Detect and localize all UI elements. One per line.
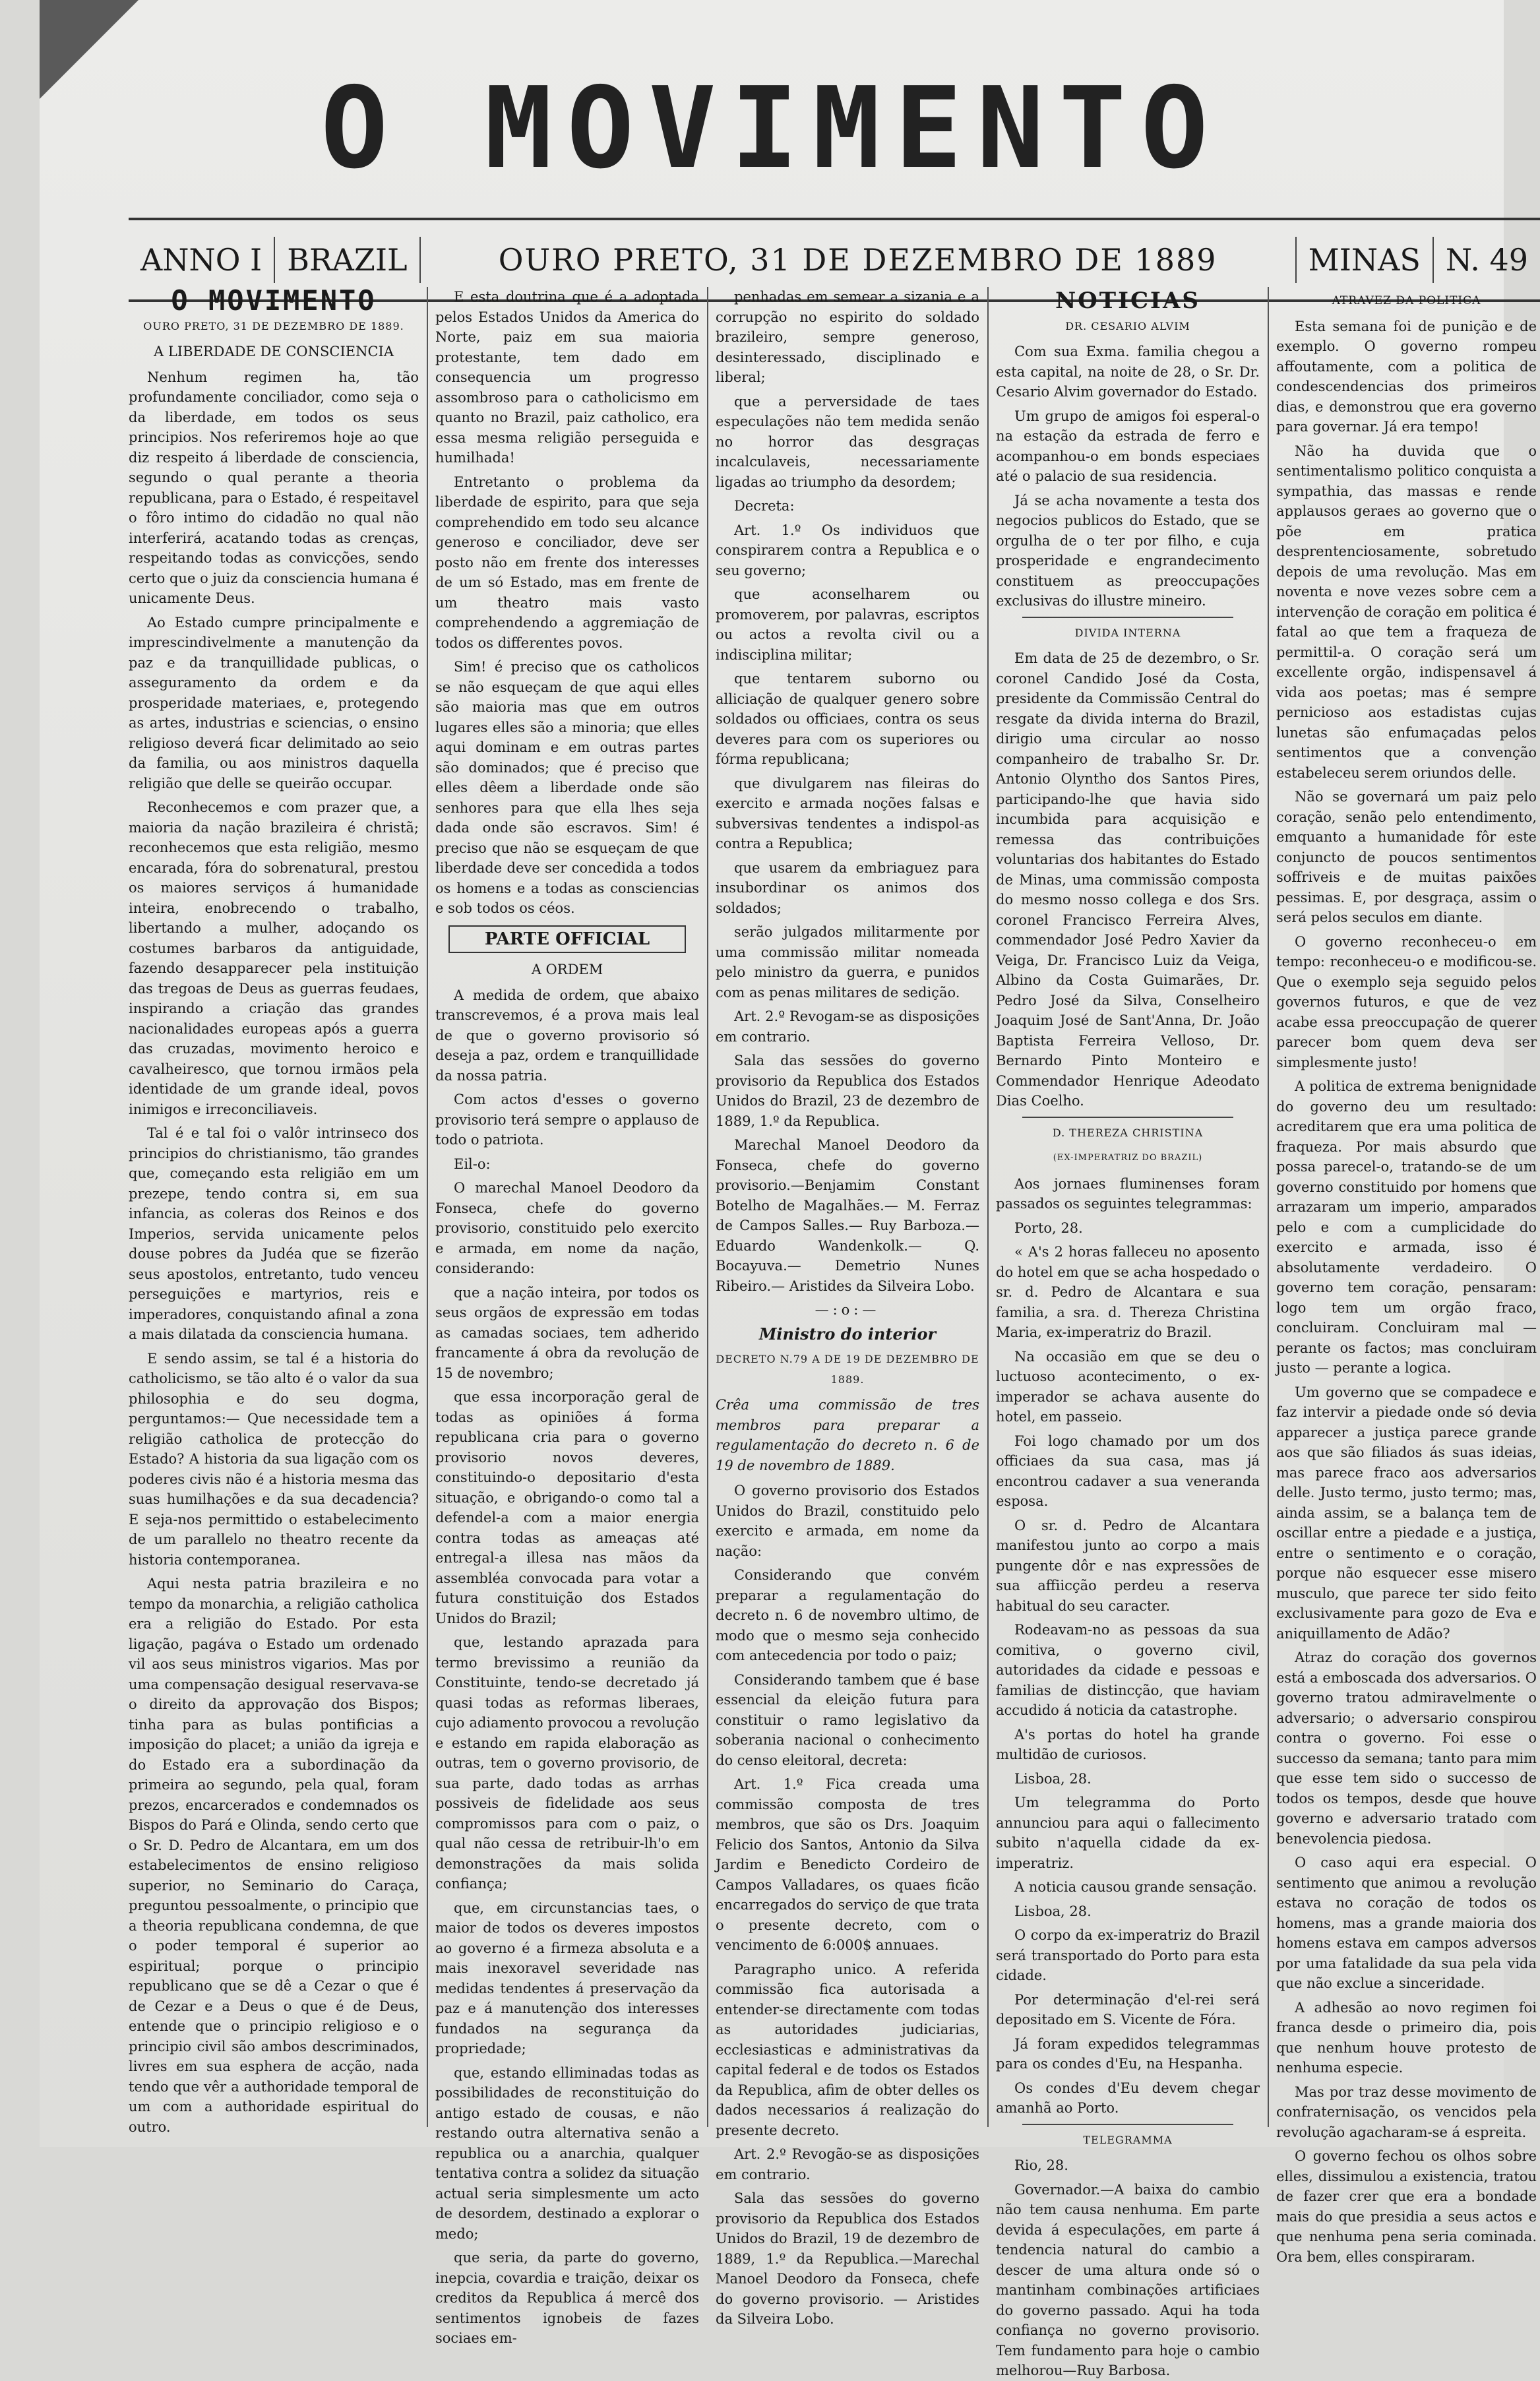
- paragraph: A politica de extrema benignidade do governo deu um resultado: acreditarem que era uma politica de fraqueza. Por mais absurdo que possa parecel-o, tratando-se de um governo constituido por homens que arrazaram um imperio, amparados pelo e com a cumplicidade do exercito e armada, isso é absolutamente verdadeiro. O governo tem coração, pensaram: logo tem um orgão fraco, concluiram. Concluiram mal — perante os factos; mas concluiram justo — perante a logica.: [1276, 1078, 1537, 1376]
- paragraph: penhadas em semear a sizania e a corrupção no espirito do soldado brazileiro, sempre generoso, desinteressado, disciplinado e liberal;: [716, 289, 979, 385]
- paragraph: Os condes d'Eu devem chegar amanhã ao Porto.: [996, 2080, 1260, 2116]
- paragraph: Já se acha novamente a testa dos negocios publicos do Estado, que se orgulha de o ter por filho, e cuja prosperidade e engrandecimento constituem as preoccupações exclusivas do illustre mineiro.: [996, 492, 1260, 609]
- section-title: NOTICIAS: [1055, 288, 1200, 314]
- paragraph: Sala das sessões do governo provisorio da Republica dos Estados Unidos do Brazil, 19 de dezembro de 1889, 1.º da Republica.—Marechal Manoel Deodoro da Fonseca, chefe do governo provisorio. — Aristides da Silveira Lobo.: [716, 2190, 979, 2327]
- paragraph: que, estando elliminadas todas as possibilidades de reconstituição do antigo estado de cousas, e não restando outra alternativa senão a republica ou a anarchia, qualquer tentativa contra a solidez da situação actual seria simplesmente um acto de desordem, destinado a explorar o medo;: [435, 2064, 699, 2242]
- paragraph: Porto, 28.: [1014, 1220, 1083, 1236]
- news-body: [996, 648, 1260, 1111]
- column-2: [435, 287, 699, 2346]
- paragraph: Um grupo de amigos foi esperal-o na estação da estrada de ferro e acompanhou-o em bonds especiaes até o palacio de sua residencia.: [996, 408, 1260, 484]
- news-body: [996, 2155, 1260, 2381]
- column-3: [716, 287, 979, 2327]
- paragraph: serão julgados militarmente por uma commissão militar nomeada pelo ministro da guerra, e punidos com as penas militares de sedição.: [716, 924, 979, 1001]
- paragraph: Tal é e tal foi o valôr intrinseco dos principios do christianismo, tão grandes que, começando esta religião em um prezepe, tendo contra si, em sua infancia, as coleras dos Reinos e dos Imperios, servida unicamente pelos douse pobres da Judéa que se fizerão seus apostolos, entretanto, tudo venceu perseguições e martyrios, reis e imperadores, conquistando afinal a zona a mais dilatada da consciencia humana.: [129, 1125, 419, 1342]
- paragraph: E esta doutrina que é a adoptada pelos Estados Unidos da America do Norte, paiz em sua maioria protestante, tem dado em consequencia um progresso assombroso para o catholicismo em quanto no Brazil, paiz catholico, era essa mesma religião perseguida e humilhada!: [435, 289, 699, 466]
- dateline-place-date: OURO PRETO, 31 DE DEZEMBRO DE 1889: [421, 237, 1297, 283]
- divider: [1022, 1117, 1233, 1118]
- paragraph: Rodeavam-no as pessoas da sua comitiva, o governo civil, autoridades da cidade e pessoas e familias de distincção, que haviam accudido á noticia da catastrophe.: [996, 1622, 1260, 1718]
- separator: —:o:—: [815, 1302, 880, 1318]
- paragraph: Paragrapho unico. A referida commissão fica autorisada a entender-se directamente com todas as autoridades judiciarias, ecclesiasticas e administrativas da capital federal e de todos os Estados da Republica, afim de obter delles os dados necessarios á realização do presente decreto.: [716, 1961, 979, 2138]
- paragraph: Esta semana foi de punição e de exemplo. O governo rompeu affoutamente, com a politica de condescendencias dos primeiros dias, e demonstrou que era governo para governar. Já era tempo!: [1276, 318, 1537, 435]
- article-title: O MOVIMENTO: [171, 284, 377, 317]
- paragraph: Eil-o:: [454, 1156, 491, 1172]
- paragraph: Decreta:: [734, 498, 795, 514]
- divider: [1022, 617, 1233, 618]
- article-subdate: OURO PRETO, 31 DE DEZEMBRO DE 1889.: [143, 319, 404, 332]
- newspaper-page: [40, 0, 1537, 2378]
- paragraph: Marechal Manoel Deodoro da Fonseca, chefe do governo provisorio.—Benjamim Constant Botelho de Magalhães.— M. Ferraz de Campos Salles.— Ruy Barboza.— Eduardo Wandenkolk.— Q. Bocayuva.— Demetrio Nunes Ribeiro.— Aristides da Silveira Lobo.: [716, 1137, 979, 1294]
- paragraph: Foi logo chamado por um dos officiaes da sua casa, mas já encontrou cadaver a sua veneranda esposa.: [996, 1433, 1260, 1509]
- paragraph: Art. 1.º Os individuos que conspirarem contra a Republica e o seu governo;: [716, 522, 979, 578]
- paragraph: O governo fechou os olhos sobre elles, dissimulou a existencia, tratou de fazer crer que era a bondade mais do que presidia a seus actos e que nenhuma pena seria cominada. Ora bem, elles conspiraram.: [1276, 2148, 1537, 2265]
- section-title: Ministro do interior: [758, 1324, 937, 1344]
- paragraph: A medida de ordem, que abaixo transcrevemos, é a prova mais leal de que o governo provisorio só deseja a paz, ordem e tranquillidade da nossa patria.: [435, 987, 699, 1084]
- decree-body: [716, 287, 979, 1296]
- decree-body: [435, 985, 699, 2349]
- paragraph: que tentarem suborno ou alliciação de qualquer genero sobre soldados ou officiaes, contra os seus deveres para com os superiores ou fórma republicana;: [716, 671, 979, 767]
- paragraph: O corpo da ex-imperatriz do Brazil será transportado do Porto para esta cidade.: [996, 1927, 1260, 1983]
- column-rule: [987, 287, 989, 2127]
- divider: [1022, 2124, 1233, 2125]
- paragraph: Aqui nesta patria brazileira e no tempo da monarchia, a religião catholica era a religião do Estado. Por esta ligação, pagáva o Estado um ordenado vil aos seus ministros vigarios. Mas por uma compensação desigual reservava-se o direito da approvação dos Bispos; tinha para as bulas pontificias a imposição do placet; a união da igreja e do Estado era a subordinação da primeira ao segundo, pela qual, foram prezos, encarcerados e condemnados os Bispos do Pará e Olinda, sendo certo que o Sr. D. Pedro de Alcantara, em um dos estabelecimentos de ensino religioso superior, no Seminario do Caraça, preguntou pessoalmente, o principio que a theoria republicana condemna, de que o poder temporal é superior ao espiritual; porque o principio republicano que se dê a Cezar o que é de Cezar e a Deus o que é de Deus, entende que o principio religioso e o principio civil são ambos descriminados, livres em sua esphera de acção, nada tendo que vêr a authoridade temporal de um com a authoridade espiritual do outro.: [129, 1576, 419, 2135]
- paragraph: Aos jornaes fluminenses foram passados os seguintes telegrammas:: [996, 1175, 1260, 1212]
- news-subheading: (EX-IMPERATRIZ DO BRAZIL): [1053, 1153, 1203, 1163]
- paragraph: Sala das sessões do governo provisorio da Republica dos Estados Unidos do Brazil, 23 de dezembro de 1889, 1.º da Republica.: [716, 1053, 979, 1129]
- decree-body: [716, 1481, 979, 2330]
- paragraph: Ao Estado cumpre principalmente e imprescindivelmente a manutenção da paz e da tranquillidade publicas, o asseguramento da ordem e da prosperidade materiaes, e, protegendo as artes, industrias e sciencias, o ensino religioso deverá ficar delimitado ao seio da familia, ou aos ministros daquella religião que delle se queirão occupar.: [129, 614, 419, 791]
- paragraph: que a perversidade de taes especulações não tem medida senão no horror das desgraças incalculaveis, necessariamente ligadas ao triumpho da desordem;: [716, 393, 979, 490]
- paragraph: que seria, da parte do governo, inepcia, covardia e traição, deixar os creditos da Republica á mercê dos sentimentos ignobeis de fazes sociaes em-: [435, 2250, 699, 2346]
- article-body: [435, 287, 699, 919]
- paragraph: Lisboa, 28.: [1014, 1903, 1092, 1919]
- paragraph: Um telegramma do Porto annunciou para aqui o fallecimento subito n'aquella cidade da ex-imperatriz.: [996, 1795, 1260, 1871]
- paragraph: A's portas do hotel ha grande multidão de curiosos.: [996, 1726, 1260, 1762]
- news-heading: DR. CESARIO ALVIM: [1065, 319, 1190, 332]
- dateline-state: MINAS: [1297, 237, 1434, 283]
- paragraph: Um governo que se compadece e faz intervir a piedade onde só devia apparecer a justiça parece grande aos que são filiados ás suas ideias, mas parece fraco aos adversarios delle. Justo termo, justo termo; mas, ainda assim, se a balança tem de oscillar entre a piedade e a justiça, entre o sentimento e o coração, porque não esquecer esse misero musculo, que parece ter sido feito exclusivamente para gozo de Eva e aniquillamento de Adão?: [1276, 1384, 1537, 1642]
- paragraph: O marechal Manoel Deodoro da Fonseca, chefe do governo provisorio, constituido pelo exercito e armada, em nome da nação, considerando:: [435, 1180, 699, 1276]
- news-heading: DIVIDA INTERNA: [1074, 626, 1181, 639]
- paragraph: que a nação inteira, por todos os seus orgãos de expressão em todas as camadas sociaes, tem adherido francamente á obra da revolução de 15 de novembro;: [435, 1284, 699, 1381]
- column-4: [996, 287, 1260, 2378]
- paragraph: que essa incorporação geral de todas as opiniões á forma republicana cria para o governo provisorio novos deveres, constituindo-o depositario d'esta situação, e obrigando-o como tal a defendel-a com a maior energia contra todas as ameaças até entregal-a illesa nas mãos da assembléa convocada para votar a futura constituição dos Estados Unidos do Brazil;: [435, 1389, 699, 1626]
- decree-summary: Crêa uma commissão de tres membros para preparar a regulamentação do decreto n. 6 de 19 de novembro de 1889.: [716, 1397, 979, 1473]
- dateline-anno: ANNO I: [129, 237, 275, 283]
- column-body: [1276, 317, 1537, 2268]
- paragraph: que, lestando aprazada para termo brevissimo a reunião da Constituinte, tendo-se decretado já quasi todas as reformas liberaes, cujo adiamento provocou a revolução e estando em rapida elaboração as outras, tem o governo provisorio, de sua parte, dado todas as arrhas possiveis de fidelidade aos seus compromissos para com o paiz, o qual não cessa de retribuir-lh'o em demonstrações da mais solida confiança;: [435, 1634, 699, 1892]
- decree-number: DECRETO N.79 A DE 19 DE DEZEMBRO DE 1889.: [716, 1353, 979, 1386]
- news-heading: TELEGRAMMA: [1083, 2133, 1173, 2146]
- paragraph: Lisboa, 28.: [1014, 1770, 1092, 1787]
- paragraph: Em data de 25 de dezembro, o Sr. coronel Candido José da Costa, presidente da Commissão Central do resgate da divida interna do Brazil, dirigio uma circular ao nosso companheiro de trabalho Sr. Dr. Antonio Olyntho dos Santos Pires, participando-lhe que havia sido incumbida para acquisição e remessa das contribuições voluntarias dos habitantes do Estado de Minas, uma commissão composta do mesmo nosso collega e dos Srs. coronel Francisco Ferreira Alves, commendador José Pedro Xavier da Veiga, Dr. Francisco Luiz da Veiga, Albino da Costa Guimarães, Dr. Pedro José da Silva, Conselheiro Joaquim José de Sant'Anna, Dr. João Baptista Ferreira Velloso, Dr. Bernardo Pinto Monteiro e Commendador Henrique Adeodato Dias Coelho.: [996, 650, 1260, 1109]
- paragraph: Com actos d'esses o governo provisorio terá sempre o applauso de todo o patriota.: [435, 1092, 699, 1148]
- column-rule: [1268, 287, 1269, 2127]
- paragraph: Não ha duvida que o sentimentalismo politico conquista a sympathia, das massas e rende applausos geraes ao governo que o põe em pratica desprentenciosamente, sobretudo depois de uma revolução. Mas em noventa e nove vezes sobre cem a intervenção de coração em politica é fatal ao que tem a fraqueza de permittil-a. O coração será um excellente orgão, indispensavel á vida aos poetas; mas é sempre pernicioso aos estadistas cujas lunetas são enfumaçadas pelos sentimentos que a convenção estabeleceu serem oriundos delle.: [1276, 443, 1537, 781]
- section-title: ATRAVEZ DA POLITICA: [1332, 294, 1481, 307]
- paragraph: O governo provisorio dos Estados Unidos do Brazil, constituido pelo exercito e armada, em nome da nação:: [716, 1483, 979, 1559]
- paragraph: « A's 2 horas falleceu no aposento do hotel em que se acha hospedado o sr. d. Pedro de Alcantara e sua familia, a sra. d. Thereza Christina Maria, ex-imperatriz do Brazil.: [996, 1244, 1260, 1340]
- column-rule: [427, 287, 428, 2127]
- paragraph: Mas por traz desse movimento de confraternisação, os vencidos pela revolução agacharam-se á espreita.: [1276, 2084, 1537, 2140]
- paragraph: Por determinação d'el-rei será depositado em S. Vicente de Fóra.: [996, 1991, 1260, 2027]
- dateline-number: N. 49: [1445, 242, 1528, 278]
- paragraph: Nenhum regimen ha, tão profundamente conciliador, como seja o da liberdade, em todos os seus principios. Nos referiremos hoje ao que diz respeito á liberdade de consciencia, segundo o qual perante a theoria republicana, para o Estado, é respeitavel o fôro intimo do cidadão no qual não interferirá, acatando todas as crenças, respeitando todas as convicções, sendo certo que o juiz da consciencia humana é unicamente Deus.: [129, 369, 419, 606]
- paragraph: Reconhecemos e com prazer que, a maioria da nação brazileira é christã; reconhecemos que esta religião, mesmo encarada, fóra do sobrenatural, prestou os maiores serviços á humanidade inteira, enobrecendo o trabalho, libertando a mulher, adoçando os costumes barbaros da antiguidade, fazendo desapparecer pela instituição das tregoas de Deus as guerras feudaes, inspirando a criação das grandes nacionalidades europeas após a guerra das cruzadas, movimento heroico e cavalheiresco, que tornou irmãos pela identidade de um grande ideal, povos inimigos e irreconciliaveis.: [129, 799, 419, 1117]
- column-5: [1276, 287, 1537, 2265]
- article-body: [129, 367, 419, 2138]
- paragraph: Rio, 28.: [1014, 2157, 1068, 2173]
- dateline-brazil: BRAZIL: [275, 237, 420, 283]
- paragraph: Considerando que convém preparar a regulamentação do decreto n. 6 de novembro ultimo, de modo que o mesmo seja conhecido com antecedencia por todo o paiz;: [716, 1567, 979, 1663]
- paragraph: Considerando tambem que é base essencial da eleição futura para constituir o ramo legislativo da soberania nacional o conhecimento do censo eleitoral, decreta:: [716, 1671, 979, 1768]
- news-body: [996, 342, 1260, 611]
- paragraph: Atraz do coração dos governos está a emboscada dos adversarios. O governo tratou admiravelmente o adversario; o adversario conspirou contra o governo. Foi esse o successo da semana; tanto para mim que esse tem sido o successo de todos os tempos, desde que houve governo e adversario tratado com benevolencia piedosa.: [1276, 1650, 1537, 1847]
- paragraph: Sim! é preciso que os catholicos se não esqueçam de que aqui elles são maioria mas que em outros lugares elles são a minoria; que elles aqui dominam e em outras partes são dominados; que é preciso que elles dêem a liberdade onde são senhores para que ella lhes seja dada onde são escravos. Sim! é preciso que não se esqueçam de que liberdade deve ser concedida a todos os homens e a todas as consciencias e sob todos os céos.: [435, 659, 699, 916]
- paragraph: Art. 2.º Revogão-se as disposições em contrario.: [716, 2146, 979, 2182]
- paragraph: Com sua Exma. familia chegou a esta capital, na noite de 28, o Sr. Dr. Cesario Alvim governador do Estado.: [996, 344, 1260, 400]
- paragraph: Não se governará um paiz pelo coração, senão pelo entendimento, emquanto a humanidade fôr este conjuncto de poucos sentimentos soffriveis e de muitas paixões pessimas. E, por desgraça, assim o será pelos seculos em diante.: [1276, 789, 1537, 925]
- paragraph: que, em circunstancias taes, o maior de todos os deveres impostos ao governo é a firmeza absoluta e a mais inexoravel severidade nas medidas tendentes á preservação da paz e á manutenção dos interesses fundados na segurança da propriedade;: [435, 1900, 699, 2056]
- paragraph: O governo reconheceu-o em tempo: reconheceu-o e modificou-se. Que o exemplo seja seguido pelos governos futuros, e que de vez acabe essa preoccupação de querer parecer bom quem deva ser simplesmente justo!: [1276, 933, 1537, 1070]
- paragraph: A adhesão ao novo regimen foi franca desde o primeiro dia, pois que nenhum houve protesto de nenhuma especie.: [1276, 1999, 1537, 2076]
- column-rule: [707, 287, 708, 2127]
- paragraph: que divulgarem nas fileiras do exercito e armada noções falsas e subversivas tendentes a indispol-as contra a Republica;: [716, 775, 979, 851]
- paragraph: Já foram expedidos telegrammas para os condes d'Eu, na Hespanha.: [996, 2035, 1260, 2072]
- article-heading: A LIBERDADE DE CONSCIENCIA: [154, 344, 394, 359]
- paragraph: Art. 1.º Fica creada uma commissão composta de tres membros, que são os Drs. Joaquim Felicio dos Santos, Antonio da Silva Jardim e Benedicto Cordeiro de Campos Valladares, os quaes ficão encarregados do serviço de que trata o presente decreto, com o vencimento de 6:000$ annuaes.: [716, 1776, 979, 1953]
- paragraph: Entretanto o problema da liberdade de espirito, para que seja comprehendido em todo seu alcance generoso e conciliador, deve ser posto não em frente dos interesses de um só Estado, mas em frente de um theatro mais vasto comprehendendo a aggremiação de todos os differentes povos.: [435, 474, 699, 651]
- news-heading: D. THEREZA CHRISTINA: [1052, 1126, 1204, 1139]
- paragraph: Governador.—A baixa do cambio não tem causa nenhuma. Em parte devida á especulações, em parte á tendencia natural do cambio a descer de uma altura onde só o mantinham combinações artificiaes do governo passado. Aqui ha toda confiança no governo provisorio. Tem fundamento para hoje o cambio melhorou—Ruy Barbosa.: [996, 2181, 1260, 2378]
- column-1: [129, 284, 419, 2135]
- paragraph: E sendo assim, se tal é a historia do catholicismo, se tão alto é o valor da sua philosophia e do seu dogma, perguntamos:— Que necessidade tem a religião catholica de protecção do Estado? A historia da sua ligação com os poderes civis não é a historia mesma das suas humilhações e da sua decadencia? E seja-nos permittido o estabelecimento de um parallelo no theatro recente da historia contemporanea.: [129, 1350, 419, 1568]
- masthead: O MOVIMENTO: [321, 63, 1223, 194]
- paragraph: que usarem da embriaguez para insubordinar os animos dos soldados;: [716, 859, 979, 916]
- paragraph: Na occasião em que se deu o luctuoso acontecimento, o ex-imperador se achava ausente do hotel, em passeio.: [996, 1348, 1260, 1425]
- paragraph: O sr. d. Pedro de Alcantara manifestou junto ao corpo a mais pungente dôr e nas expressões de sua affiicção perdeu a reserva habitual do seu caracter.: [996, 1517, 1260, 1614]
- paragraph: que aconselharem ou promoverem, por palavras, escriptos ou actos a revolta civil ou a indisciplina militar;: [716, 586, 979, 663]
- paragraph: O caso aqui era especial. O sentimento que animou a revolução estava no coração de todos os homens, mas a grande maioria dos homens estava em campos adversos por uma fatalidade da sua pela vida que não exclue a sinceridade.: [1276, 1855, 1537, 1991]
- paragraph: Art. 2.º Revogam-se as disposições em contrario.: [716, 1008, 979, 1045]
- section-subheading: A ORDEM: [531, 962, 603, 977]
- news-body: [996, 1174, 1260, 2118]
- section-title: PARTE OFFICIAL: [448, 925, 686, 954]
- paragraph: A noticia causou grande sensação.: [1014, 1879, 1257, 1895]
